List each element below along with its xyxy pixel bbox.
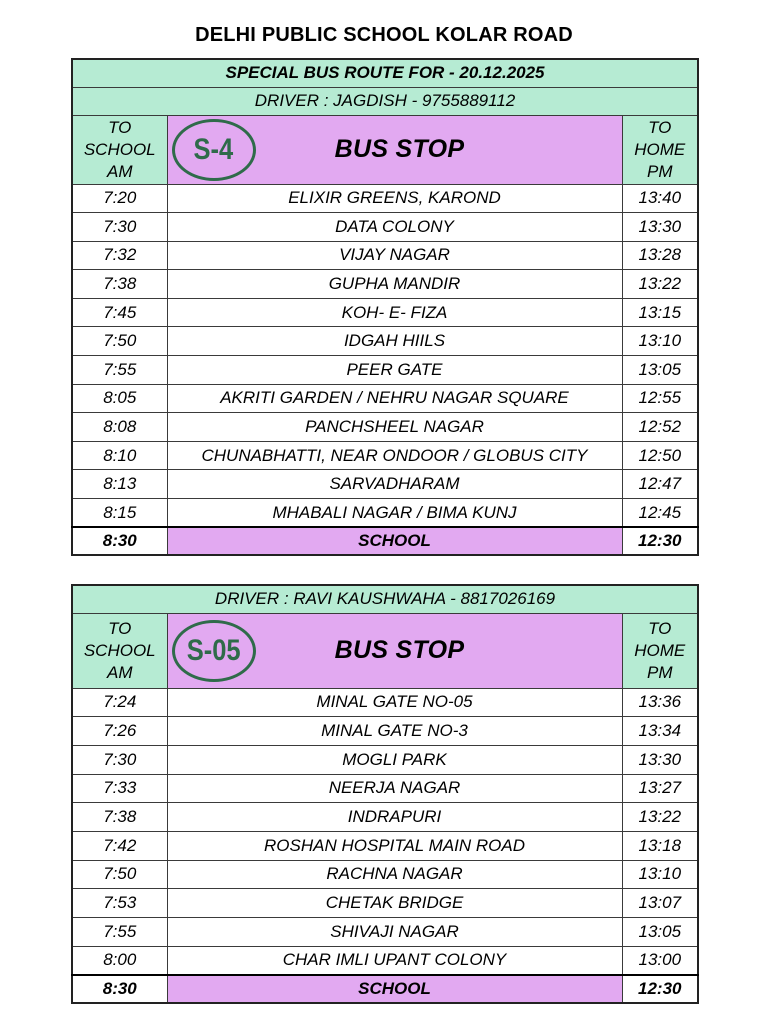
route-table-s05: [71, 584, 699, 1004]
stop-name: VIJAY NAGAR: [167, 241, 622, 270]
bus-stop-header: [167, 613, 622, 688]
stop-am-time: 7:33: [72, 774, 167, 803]
stop-pm-time: 12:47: [622, 470, 698, 499]
stop-row: [72, 774, 698, 803]
stop-am-time: 7:30: [72, 745, 167, 774]
stop-pm-time: 13:34: [622, 717, 698, 746]
stop-am-time: 8:05: [72, 384, 167, 413]
stop-am-time: 8:00: [72, 946, 167, 975]
stop-am-time: 7:45: [72, 298, 167, 327]
stop-name: SHIVAJI NAGAR: [167, 918, 622, 947]
to-home-header: TO HOME PM: [622, 115, 698, 184]
stop-name: DATA COLONY: [167, 213, 622, 242]
stop-row: [72, 946, 698, 975]
stop-am-time: 7:26: [72, 717, 167, 746]
stop-pm-time: 13:30: [622, 745, 698, 774]
stop-row: [72, 717, 698, 746]
stop-pm-time: 13:18: [622, 831, 698, 860]
stop-row: [72, 745, 698, 774]
stop-am-time: 7:50: [72, 327, 167, 356]
route-badge: S-4: [172, 119, 256, 181]
stop-pm-time: 13:00: [622, 946, 698, 975]
stop-pm-time: 12:52: [622, 413, 698, 442]
stop-am-time: 7:20: [72, 184, 167, 213]
stop-row: [72, 356, 698, 385]
stop-name: ELIXIR GREENS, KAROND: [167, 184, 622, 213]
stop-am-time: 7:50: [72, 860, 167, 889]
stop-pm-time: 13:15: [622, 298, 698, 327]
stop-name: CHUNABHATTI, NEAR ONDOOR / GLOBUS CITY: [167, 441, 622, 470]
stop-row: [72, 918, 698, 947]
stop-am-time: 8:10: [72, 441, 167, 470]
final-pm-time: 12:30: [622, 975, 698, 1003]
final-am-time: 8:30: [72, 975, 167, 1003]
stop-name: PANCHSHEEL NAGAR: [167, 413, 622, 442]
driver-info: DRIVER : RAVI KAUSHWAHA - 8817026169: [72, 585, 698, 613]
stop-row: [72, 241, 698, 270]
stop-name: SARVADHARAM: [167, 470, 622, 499]
stop-am-time: 7:38: [72, 270, 167, 299]
stop-name: INDRAPURI: [167, 803, 622, 832]
to-school-header: TO SCHOOL AM: [72, 613, 167, 688]
stop-row: [72, 470, 698, 499]
stop-pm-time: 13:10: [622, 327, 698, 356]
bus-stop-label: BUS STOP: [334, 135, 465, 163]
stop-am-time: 8:13: [72, 470, 167, 499]
stop-am-time: 7:24: [72, 688, 167, 717]
stop-name: MINAL GATE NO-3: [167, 717, 622, 746]
stop-name: MOGLI PARK: [167, 745, 622, 774]
school-title: DELHI PUBLIC SCHOOL KOLAR ROAD: [195, 24, 573, 46]
stop-am-time: 7:42: [72, 831, 167, 860]
stop-am-time: 7:55: [72, 356, 167, 385]
bus-stop-header: [167, 115, 622, 184]
to-school-header: TO SCHOOL AM: [72, 115, 167, 184]
stop-name: CHAR IMLI UPANT COLONY: [167, 946, 622, 975]
stop-row: [72, 803, 698, 832]
stop-row: [72, 688, 698, 717]
stop-pm-time: 13:36: [622, 688, 698, 717]
driver-info: DRIVER : JAGDISH - 9755889112: [72, 87, 698, 115]
stop-am-time: 7:55: [72, 918, 167, 947]
stop-pm-time: 12:55: [622, 384, 698, 413]
bus-stop-label: BUS STOP: [334, 636, 465, 664]
stop-am-time: 8:15: [72, 499, 167, 528]
stop-pm-time: 12:45: [622, 499, 698, 528]
stop-row: [72, 831, 698, 860]
stop-row: [72, 270, 698, 299]
stop-row: [72, 860, 698, 889]
stop-name: MHABALI NAGAR / BIMA KUNJ: [167, 499, 622, 528]
stop-row: [72, 184, 698, 213]
stop-pm-time: 13:40: [622, 184, 698, 213]
stop-pm-time: 13:05: [622, 356, 698, 385]
stop-row: [72, 213, 698, 242]
stop-pm-time: 13:22: [622, 270, 698, 299]
stop-name: CHETAK BRIDGE: [167, 889, 622, 918]
stop-name: AKRITI GARDEN / NEHRU NAGAR SQUARE: [167, 384, 622, 413]
stop-name: ROSHAN HOSPITAL MAIN ROAD: [167, 831, 622, 860]
stop-name: NEERJA NAGAR: [167, 774, 622, 803]
final-stop-school: SCHOOL: [167, 975, 622, 1003]
stop-am-time: 7:30: [72, 213, 167, 242]
stop-pm-time: 13:28: [622, 241, 698, 270]
stop-am-time: 7:32: [72, 241, 167, 270]
final-stop-school: SCHOOL: [167, 527, 622, 555]
stop-pm-time: 12:50: [622, 441, 698, 470]
stop-pm-time: 13:10: [622, 860, 698, 889]
special-route-note: SPECIAL BUS ROUTE FOR - 20.12.2025: [72, 59, 698, 87]
stop-row: [72, 384, 698, 413]
stop-row: [72, 327, 698, 356]
stop-name: RACHNA NAGAR: [167, 860, 622, 889]
stop-name: GUPHA MANDIR: [167, 270, 622, 299]
stop-pm-time: 13:22: [622, 803, 698, 832]
stop-name: KOH- E- FIZA: [167, 298, 622, 327]
stop-am-time: 8:08: [72, 413, 167, 442]
route-badge: S-05: [172, 620, 256, 682]
stop-row: [72, 499, 698, 528]
stop-name: IDGAH HIILS: [167, 327, 622, 356]
to-home-header: TO HOME PM: [622, 613, 698, 688]
final-am-time: 8:30: [72, 527, 167, 555]
stop-row: [72, 413, 698, 442]
stop-name: PEER GATE: [167, 356, 622, 385]
stop-pm-time: 13:07: [622, 889, 698, 918]
stop-row: [72, 298, 698, 327]
stop-pm-time: 13:27: [622, 774, 698, 803]
stop-am-time: 7:38: [72, 803, 167, 832]
stop-row: [72, 889, 698, 918]
route-table-s4: [71, 58, 699, 556]
stop-am-time: 7:53: [72, 889, 167, 918]
stop-name: MINAL GATE NO-05: [167, 688, 622, 717]
stop-row: [72, 441, 698, 470]
stop-pm-time: 13:05: [622, 918, 698, 947]
stop-pm-time: 13:30: [622, 213, 698, 242]
final-pm-time: 12:30: [622, 527, 698, 555]
